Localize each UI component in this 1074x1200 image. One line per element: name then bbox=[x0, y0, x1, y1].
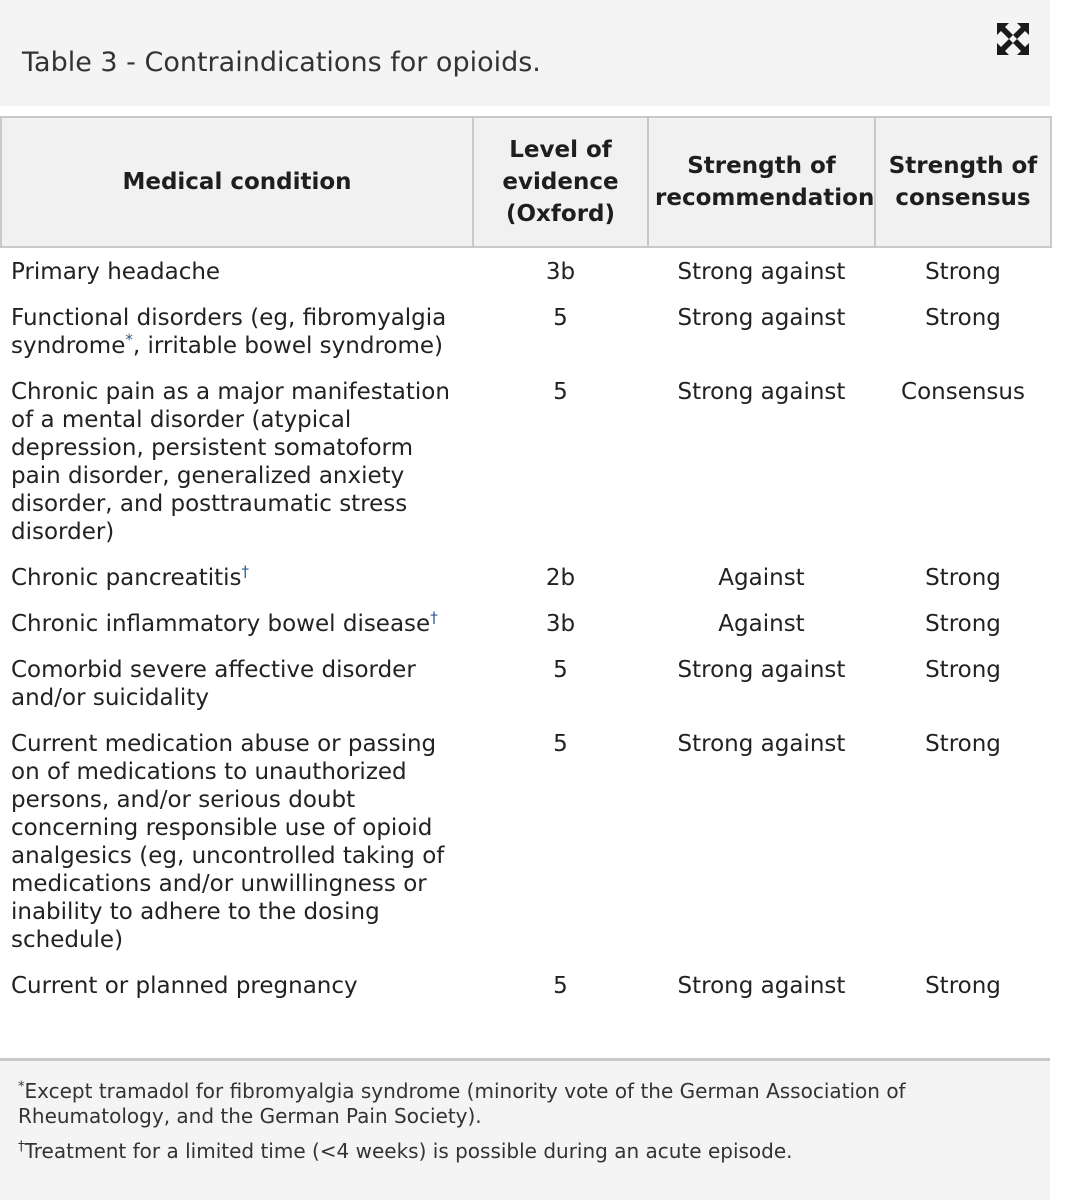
consensus-cell: Strong bbox=[925, 973, 1001, 999]
condition-cell: Comorbid severe affective disorder and/or suicidality bbox=[11, 657, 416, 711]
footnote-mark: † bbox=[18, 1139, 25, 1155]
condition-cell: Current medication abuse or passing on of medications to unauthorized persons, and/or serious doubt concerning responsible use of opioid analgesics (eg, uncontrolled taking of medications and/or unwillingness or inability to adhere to the dosing schedule) bbox=[11, 731, 445, 953]
footnote-asterisk: *Except tramadol for fibromyalgia syndrome (minority vote of the German Association of Rheumatology, and the German Pain Society). bbox=[18, 1079, 906, 1128]
consensus-cell: Strong bbox=[925, 305, 1001, 331]
column-header-condition: Medical condition bbox=[1, 117, 473, 247]
column-header-recommendation: Strength of recommendation bbox=[648, 117, 875, 247]
footnote-marker[interactable]: † bbox=[430, 608, 438, 627]
table-row bbox=[1, 296, 1051, 370]
recommendation-cell: Strong against bbox=[677, 259, 846, 285]
evidence-cell: 5 bbox=[553, 973, 568, 999]
recommendation-cell: Strong against bbox=[677, 731, 846, 757]
recommendation-cell: Strong against bbox=[677, 973, 846, 999]
recommendation-cell: Strong against bbox=[677, 657, 846, 683]
table-row bbox=[1, 648, 1051, 722]
consensus-cell: Strong bbox=[925, 259, 1001, 285]
table-header-row bbox=[1, 117, 1051, 247]
footnote-marker[interactable]: † bbox=[241, 562, 249, 581]
table-row bbox=[1, 722, 1051, 964]
condition-cell: Chronic pancreatitis† bbox=[11, 562, 249, 591]
table-row bbox=[1, 247, 1051, 296]
recommendation-cell: Against bbox=[718, 611, 805, 637]
condition-cell: Current or planned pregnancy bbox=[11, 973, 358, 999]
evidence-cell: 5 bbox=[553, 305, 568, 331]
consensus-cell: Strong bbox=[925, 611, 1001, 637]
consensus-cell: Consensus bbox=[901, 379, 1025, 405]
recommendation-cell: Against bbox=[718, 565, 805, 591]
table-title-bar bbox=[0, 0, 1050, 106]
table-row bbox=[1, 964, 1051, 1010]
expand-arrows-icon[interactable] bbox=[996, 22, 1030, 56]
table-footnotes bbox=[0, 1058, 1050, 1200]
condition-cell: Chronic pain as a major manifestation of a mental disorder (atypical depression, persistent somatoform pain disorder, generalized anxiety disorder, and posttraumatic stress disorder) bbox=[11, 379, 450, 545]
table-row bbox=[1, 556, 1051, 602]
condition-cell: Functional disorders (eg, fibromyalgia syndrome*, irritable bowel syndrome) bbox=[11, 305, 447, 359]
footnote-mark: * bbox=[18, 1079, 25, 1095]
evidence-cell: 2b bbox=[545, 565, 576, 591]
footnote-marker[interactable]: * bbox=[125, 330, 133, 349]
table-row bbox=[1, 370, 1051, 556]
evidence-cell: 5 bbox=[553, 657, 568, 683]
contraindications-table bbox=[0, 116, 1052, 1010]
footnote-dagger: †Treatment for a limited time (<4 weeks) is possible during an acute episode. bbox=[18, 1139, 793, 1163]
column-header-evidence: Level of evidence (Oxford) bbox=[473, 117, 648, 247]
recommendation-cell: Strong against bbox=[677, 379, 846, 405]
table-row bbox=[1, 602, 1051, 648]
evidence-cell: 5 bbox=[553, 379, 568, 405]
consensus-cell: Strong bbox=[925, 657, 1001, 683]
page-title: Table 3 - Contraindications for opioids. bbox=[22, 47, 541, 78]
column-header-consensus: Strength of consensus bbox=[875, 117, 1051, 247]
evidence-cell: 3b bbox=[545, 611, 576, 637]
recommendation-cell: Strong against bbox=[677, 305, 846, 331]
consensus-cell: Strong bbox=[925, 731, 1001, 757]
evidence-cell: 3b bbox=[545, 259, 576, 285]
condition-cell: Chronic inflammatory bowel disease† bbox=[11, 608, 438, 637]
condition-cell: Primary headache bbox=[11, 259, 221, 285]
consensus-cell: Strong bbox=[925, 565, 1001, 591]
evidence-cell: 5 bbox=[553, 731, 568, 757]
